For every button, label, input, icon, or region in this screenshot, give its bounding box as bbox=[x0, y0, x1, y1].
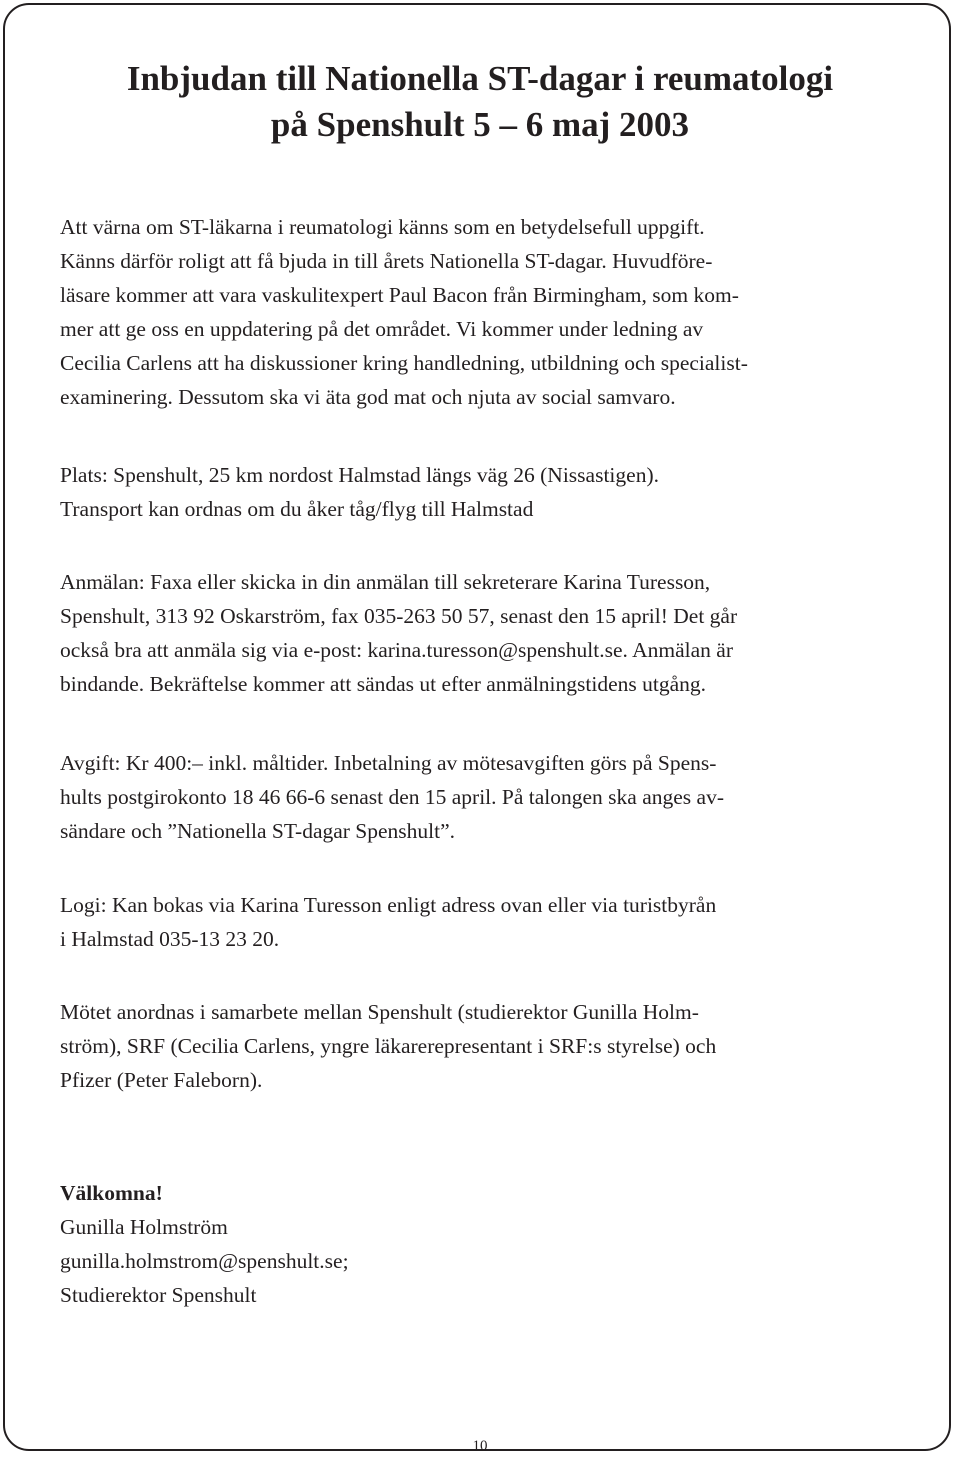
signoff-role: Studierektor Spenshult bbox=[60, 1283, 257, 1307]
venue-line: Transport kan ordnas om du åker tåg/flyg till Halmstad bbox=[60, 497, 534, 521]
fee-paragraph bbox=[60, 746, 910, 848]
registration-line: Spenshult, 313 92 Oskarström, fax 035-263 50 57, senast den 15 april! Det går bbox=[60, 604, 738, 628]
registration-line: också bra att anmäla sig via e-post: karina.turesson@spenshult.se. Anmälan är bbox=[60, 638, 733, 662]
venue-line: Plats: Spenshult, 25 km nordost Halmstad längs väg 26 (Nissastigen). bbox=[60, 463, 659, 487]
registration-line: Anmälan: Faxa eller skicka in din anmälan till sekreterare Karina Turesson, bbox=[60, 570, 711, 594]
intro-paragraph bbox=[60, 210, 910, 414]
signoff-greeting: Välkomna! bbox=[60, 1181, 163, 1205]
lodging-line: Logi: Kan bokas via Karina Turesson enligt adress ovan eller via turistbyrån bbox=[60, 893, 717, 917]
intro-line: examinering. Dessutom ska vi äta god mat och njuta av social samvaro. bbox=[60, 385, 676, 409]
registration-line: bindande. Bekräftelse kommer att sändas ut efter anmälningstidens utgång. bbox=[60, 672, 707, 696]
lodging-paragraph bbox=[60, 888, 910, 956]
intro-line: mer att ge oss en uppdatering på det området. Vi kommer under ledning av bbox=[60, 317, 704, 341]
page-number: 10 bbox=[472, 1438, 488, 1454]
organizers-line: ström), SRF (Cecilia Carlens, yngre läkarerepresentant i SRF:s styrelse) och bbox=[60, 1034, 717, 1058]
signoff-name: Gunilla Holmström bbox=[60, 1215, 228, 1239]
title-line-1: Inbjudan till Nationella ST-dagar i reumatologi bbox=[126, 59, 834, 98]
title-line-2: på Spenshult 5 – 6 maj 2003 bbox=[270, 105, 690, 144]
venue-paragraph bbox=[60, 458, 910, 526]
page-title bbox=[0, 56, 960, 148]
intro-line: Att värna om ST-läkarna i reumatologi känns som en betydelsefull uppgift. bbox=[60, 215, 705, 239]
organizers-line: Mötet anordnas i samarbete mellan Spenshult (studierektor Gunilla Holm- bbox=[60, 1000, 699, 1024]
registration-paragraph bbox=[60, 565, 910, 701]
intro-line: Känns därför roligt att få bjuda in till årets Nationella ST-dagar. Huvudföre- bbox=[60, 249, 713, 273]
organizers-paragraph bbox=[60, 995, 910, 1097]
signoff-block bbox=[60, 1176, 910, 1312]
intro-line: läsare kommer att vara vaskulitexpert Paul Bacon från Birmingham, som kom- bbox=[60, 283, 739, 307]
fee-line: sändare och ”Nationella ST-dagar Spenshult”. bbox=[60, 819, 456, 843]
fee-line: Avgift: Kr 400:– inkl. måltider. Inbetalning av mötesavgiften görs på Spens- bbox=[60, 751, 717, 775]
fee-line: hults postgirokonto 18 46 66-6 senast den 15 april. På talongen ska anges av- bbox=[60, 785, 725, 809]
signoff-email: gunilla.holmstrom@spenshult.se; bbox=[60, 1249, 349, 1273]
intro-line: Cecilia Carlens att ha diskussioner kring handledning, utbildning och specialist- bbox=[60, 351, 748, 375]
organizers-line: Pfizer (Peter Faleborn). bbox=[60, 1068, 263, 1092]
lodging-line: i Halmstad 035-13 23 20. bbox=[60, 927, 280, 951]
